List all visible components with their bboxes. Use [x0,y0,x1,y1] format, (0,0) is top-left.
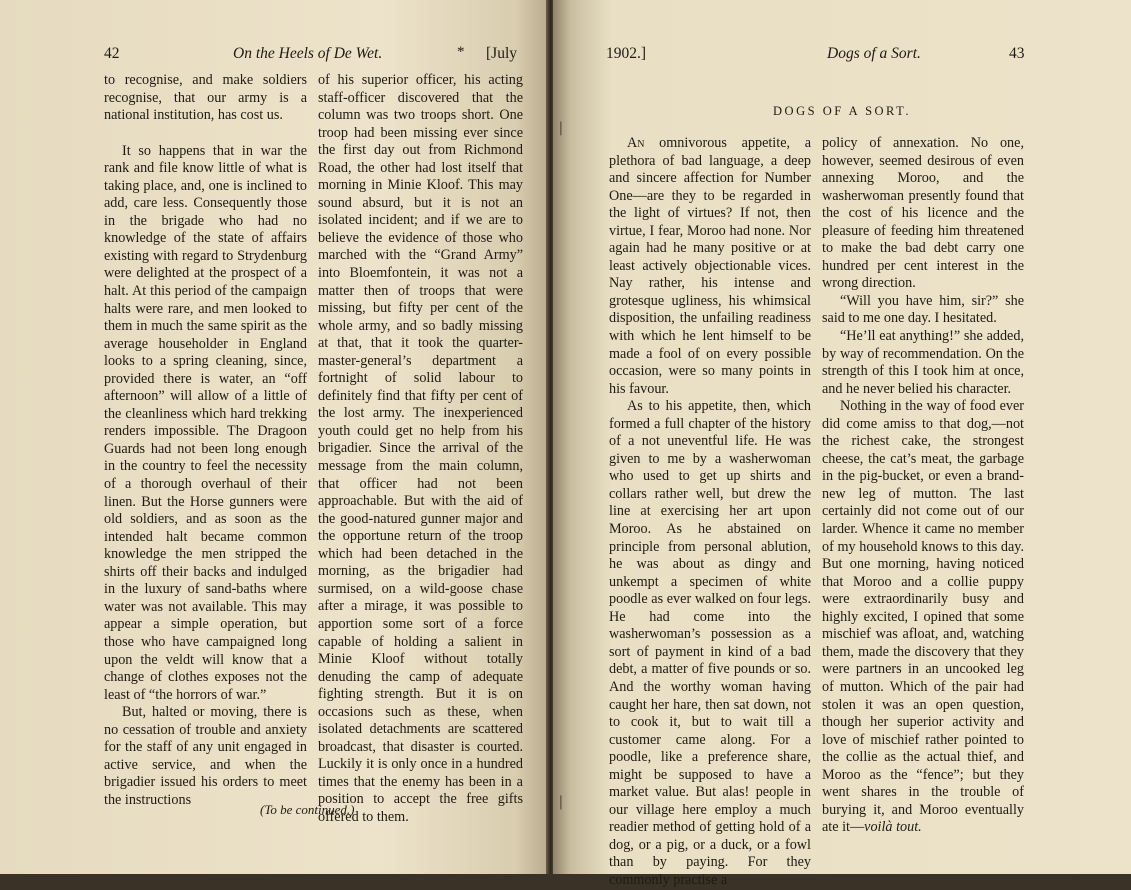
left-column-1 [104,72,307,809]
date-mark-right: 1902.] [606,45,647,62]
to-be-continued: (To be continued.) [260,802,355,817]
paragraph: policy of annexation. No one, however, seemed desirous of even annexing Moroo, and the washerwoman presently found that the cost of his licence and the pleasure of feeding him threatened to make the bad debt carry one hundred per cent interest in the wrong direction. [822,135,1024,292]
paragraph: But, halted or moving, there is no cessation of trouble and anxiety for the staff of any unit engaged in active service, and when the brigadier issued his orders to meet the instructions [104,704,307,808]
lead-word: An [627,135,645,151]
page-number-right: 43 [1009,45,1025,62]
paragraph [822,398,1024,837]
right-page [553,0,1131,888]
margin-mark: ❘ [555,121,567,136]
page-number-left: 42 [104,45,120,62]
left-page [0,0,548,874]
paragraph-text: omnivorous appetite, a plethora of bad language, a deep and sincere affection for Number One—are they to be regarded in the light of virtues? If not, then virtue, I fear, Moroo had none. Nor again had he many positive or at least actively objectionable vices. Nay rather, his intense and grotesque ugliness, his whimsical disposition, the unfailing readiness with which he lent himself to be made a fool of on every possible occasion, were so many points in his favour. [609,135,811,397]
left-column-2 [318,72,523,827]
paragraph: to recognise, and make soldiers recognise, that our army is a national institution, has cost us. [104,72,307,124]
closing-phrase: voilà tout. [864,819,922,836]
running-head-right: Dogs of a Sort. [827,45,921,62]
right-column-1 [609,135,811,890]
paragraph: of his superior officer, his acting staff-officer discovered that the column was two troops short. One troop had been missing ever since the first day out from Richmond Road, the other had lost itself that morning in Minie Kloof. This may sound absurd, but it is not an isolated incident; and if we are to believe the evidence of those who marched with the “Grand Army” into Bloemfontein, it was not a matter then of troops that were missing, but fifty per cent of the whole army, and so badly missing at that, that it took the quarter-master-general’s department a fortnight of solid labour to definitely find that fifty per cent of the lost army. The inexperienced youth could get no help from his brigadier. Since the arrival of the message from the main column, that officer had not been approachable. But with the aid of the good-natured gunner major and the opportune return of the troop which had been detached in the morning, as the brigadier had surmised, on a wild-goose chase after a mirage, it was possible to apportion some sort of a force capable of holding a salient in Minie Kloof without totally denuding the camp of adequate fighting strength. But it is on occasions such as these, when isolated detachments are scattered broadcast, that disaster is courted. Luckily it is only once in a hundred times that the enemy has been in a position to accept the free gifts offered to them. [318,72,523,825]
running-head-left: On the Heels of De Wet. [233,45,383,62]
date-mark-left: [July [486,45,517,62]
paragraph [609,135,811,398]
paragraph: “Will you have him, sir?” she said to me one day. I hesitated. [822,292,1024,327]
paragraph-text: Nothing in the way of food ever did come amiss to that dog,—not the richest cake, the strongest cheese, the cat’s meat, the garbage in the pig-bucket, or even a brand-new leg of mutton. The last certainly did not come out of our larder. Whence it came no member of my household knows to this day. But one morning, having noticed that Moroo and a collie puppy were extraordinarily busy and highly excited, I opined that some mischief was afloat, and, watching them, made the discovery that they were partners in an uncooked leg of mutton. Which of the pair had stolen it was an open question, though her superior activity and love of mischief rather pointed to the collie as the actual thief, and Moroo as the “fence”; but they went shares in the trouble of burying it, and Moroo eventually ate it— [822,398,1024,836]
article-title: DOGS OF A SORT. [773,104,911,118]
asterisk-mark: * [457,44,465,60]
right-column-2 [822,135,1024,837]
margin-mark: ❘ [555,795,567,810]
paragraph: As to his appetite, then, which formed a full chapter of the history of a not uneventful life. He was given to me by a washerwoman who used to get up shirts and collars rather well, but drew the line at exercising her art upon Moroo. As he abstained on principle from personal ablution, he was about as dingy and unkempt a specimen of white poodle as ever walked on four legs. He had come into the washerwoman’s possession as a sort of payment in kind of a bad debt, a matter of five pounds or so. And the worthy woman having caught her hare, then sat down, not to cook it, but to wait till a customer came along. For a poodle, like a preference share, might be supposed to have a market value. But alas! people in our village here employ a much readier method of getting hold of a dog, or a pig, or a duck, or a fowl than by paying. For they commonly practise a [609,398,811,888]
paragraph: It so happens that in war the rank and file know little of what is taking place, and, one is inclined to add, care less. Consequently those in the brigade who had no knowledge of the state of affairs existing with regard to Strydenburg were delighted at the prospect of a halt. At this period of the campaign halts were rare, and men looked to them in much the same spirit as the average householder in England looks to a spring cleaning, since, provided there is water, an “off afternoon” will allow of a little of the cleanliness which hard trekking renders impossible. The Dragoon Guards had not been long enough in the country to feel the necessity of a thorough overhaul of their linen. But the Horse gunners were old soldiers, and as soon as the intended halt became common knowledge the men stripped the shirts off their backs and indulged in the luxury of sand-baths where water was not available. This may appear a simple operation, but those who have campaigned long upon the veldt will know that a change of clothes exposes not the least of “the horrors of war.” [104,142,307,703]
paragraph: “He’ll eat anything!” she added, by way of recommendation. On the strength of this I took him at once, and he never belied his character. [822,328,1024,397]
